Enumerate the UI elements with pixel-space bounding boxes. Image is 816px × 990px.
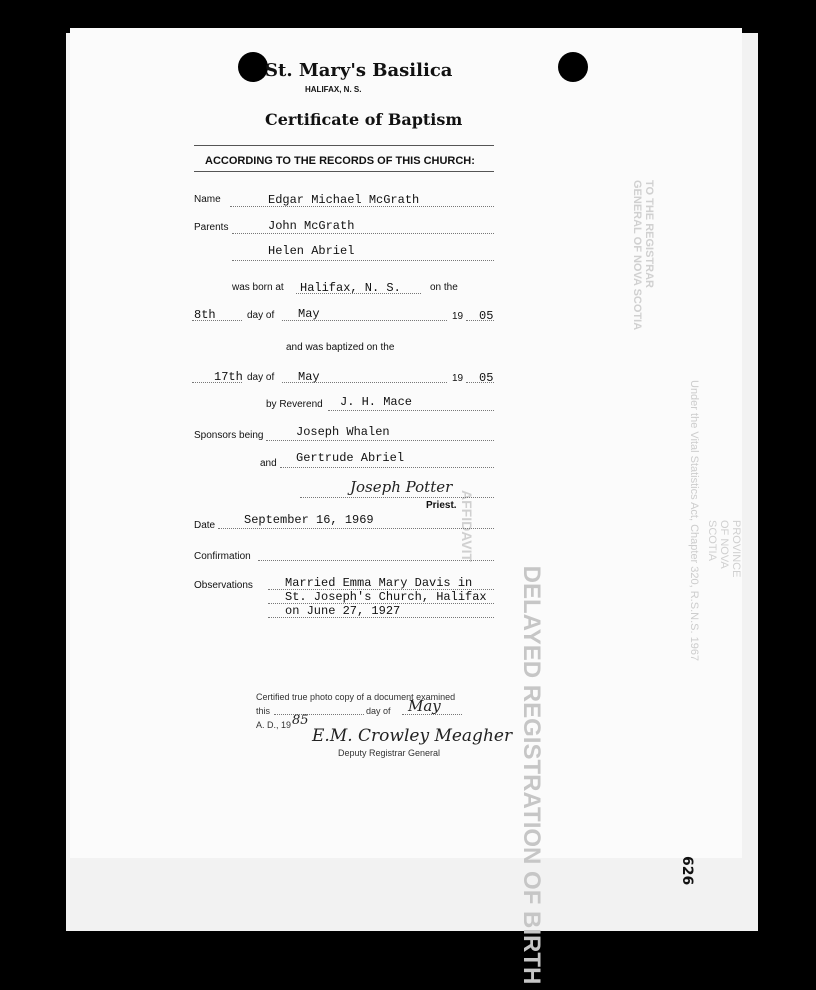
observations-line3: on June 27, 1927 bbox=[285, 604, 401, 618]
birth-month-value: May bbox=[298, 307, 320, 321]
baptism-day-value: 17th bbox=[214, 370, 243, 384]
punch-hole-right bbox=[558, 52, 588, 82]
father-value: John McGrath bbox=[268, 219, 355, 233]
sponsor1-line bbox=[266, 440, 494, 441]
sponsor2-line bbox=[280, 467, 494, 468]
sponsor2-value: Gertrude Abriel bbox=[296, 451, 405, 465]
reverend-line bbox=[328, 410, 494, 411]
date-value: September 16, 1969 bbox=[244, 513, 374, 527]
background-form-title: DELAYED REGISTRATION OF BIRTH bbox=[518, 565, 545, 985]
certification-month-line bbox=[402, 714, 462, 715]
records-rule bbox=[194, 171, 494, 172]
certification-year: 85 bbox=[292, 713, 309, 728]
baptism-year-line bbox=[466, 382, 494, 383]
top-rule bbox=[194, 145, 494, 146]
date-line bbox=[218, 528, 494, 529]
baptism-day-of-label: day of bbox=[247, 372, 275, 383]
born-at-label: was born at bbox=[232, 282, 284, 293]
birth-year-value: 05 bbox=[479, 309, 494, 323]
certification-day-of-value: May bbox=[408, 697, 441, 715]
on-the-label: on the bbox=[430, 282, 458, 293]
background-form-subtitle: Under the Vital Statistics Act, Chapter 320, R.S.N.S. 1967 bbox=[688, 380, 700, 662]
certification-line: Certified true photo copy of a document examined bbox=[256, 692, 456, 702]
birth-day-line bbox=[192, 320, 242, 321]
certification-this: this bbox=[256, 706, 271, 716]
records-heading: ACCORDING TO THE RECORDS OF THIS CHURCH: bbox=[205, 155, 475, 167]
baptism-year-value: 05 bbox=[479, 371, 494, 385]
mother-value: Helen Abriel bbox=[268, 244, 355, 258]
registrar-signature: E.M. Crowley Meagher bbox=[312, 726, 513, 746]
reverend-label: by Reverend bbox=[266, 399, 323, 410]
baptized-label: and was baptized on the bbox=[286, 342, 395, 353]
observations-line2: St. Joseph's Church, Halifax bbox=[285, 590, 487, 604]
certificate-title: Certificate of Baptism bbox=[265, 110, 463, 129]
birth-day-value: 8th bbox=[194, 308, 216, 322]
sponsor1-value: Joseph Whalen bbox=[296, 425, 390, 439]
father-line bbox=[232, 233, 494, 234]
church-location: HALIFAX, N. S. bbox=[305, 85, 362, 94]
priest-label: Priest. bbox=[426, 500, 457, 511]
background-form-affidavit: AFFIDAVIT bbox=[459, 490, 475, 563]
punch-hole-left bbox=[238, 52, 268, 82]
observations-rule1 bbox=[268, 589, 494, 590]
mother-line bbox=[232, 260, 494, 261]
certification-ad: A. D., 19 bbox=[256, 720, 292, 730]
priest-line bbox=[300, 497, 494, 498]
observations-line1: Married Emma Mary Davis in bbox=[285, 576, 473, 590]
birth-day-of-label: day of bbox=[247, 310, 275, 321]
registrar-title: Deputy Registrar General bbox=[338, 748, 441, 758]
priest-signature: Joseph Potter bbox=[350, 478, 453, 496]
confirmation-label: Confirmation bbox=[194, 551, 251, 562]
baptism-month-value: May bbox=[298, 370, 320, 384]
baptism-day-line bbox=[192, 382, 242, 383]
baptism-year-prefix: 19 bbox=[452, 373, 464, 384]
confirmation-line bbox=[258, 560, 494, 561]
and-label: and bbox=[260, 458, 277, 469]
name-label: Name bbox=[194, 194, 221, 205]
side-number: 626 bbox=[679, 856, 695, 886]
birth-year-prefix: 19 bbox=[452, 311, 464, 322]
observations-rule3 bbox=[268, 617, 494, 618]
reverend-value: J. H. Mace bbox=[340, 395, 413, 409]
birth-year-line bbox=[466, 320, 494, 321]
background-form-registrar: TO THE REGISTRAR GENERAL OF NOVA SCOTIA bbox=[631, 180, 655, 331]
birthplace-value: Halifax, N. S. bbox=[300, 281, 401, 295]
background-form-province: PROVINCE OF NOVA SCOTIA bbox=[706, 520, 742, 578]
date-label: Date bbox=[194, 520, 216, 531]
church-name: St. Mary's Basilica bbox=[265, 60, 453, 81]
certification-day-of: day of bbox=[366, 706, 391, 716]
name-value: Edgar Michael McGrath bbox=[268, 193, 420, 207]
parents-label: Parents bbox=[194, 222, 229, 233]
observations-rule2 bbox=[268, 603, 494, 604]
observations-label: Observations bbox=[194, 580, 253, 591]
sponsors-label: Sponsors being bbox=[194, 430, 264, 441]
certification-day-line bbox=[274, 714, 364, 715]
